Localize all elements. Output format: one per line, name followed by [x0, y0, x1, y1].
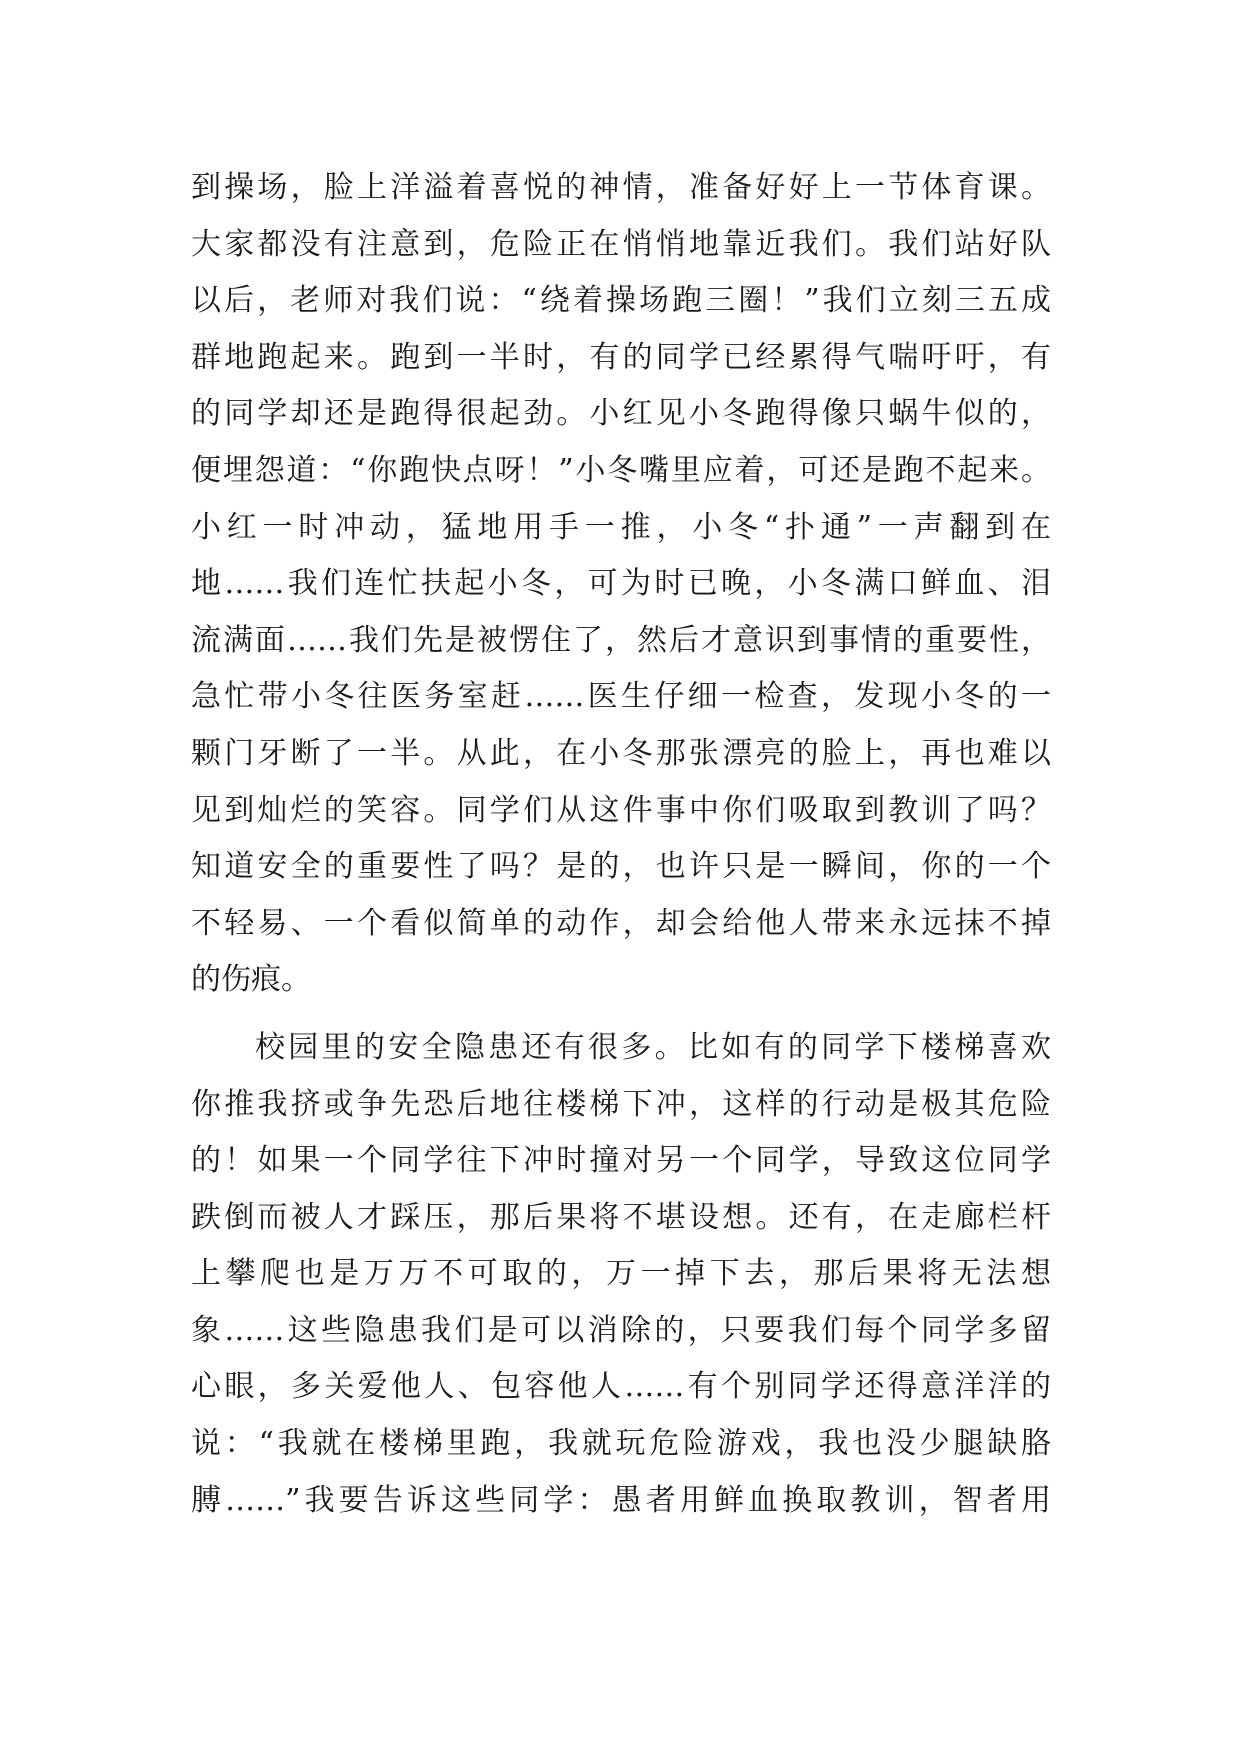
text-line: 大家都没有注意到，危险正在悄悄地靠近我们。我们站好队 — [191, 226, 1051, 262]
text-line: 地……我们连忙扶起小冬，可为时已晚，小冬满口鲜血、泪 — [191, 566, 1051, 602]
text-line: 说：“我就在楼梯里跑，我就玩危险游戏，我也没少腿缺胳 — [191, 1426, 1051, 1462]
text-line: 的伤痕。 — [191, 962, 311, 998]
text-line: 你推我挤或争先恐后地往楼梯下冲，这样的行动是极其危险 — [191, 1086, 1051, 1122]
text-line: 校园里的安全隐患还有很多。比如有的同学下楼梯喜欢 — [255, 1029, 1051, 1065]
text-line: 跌倒而被人才踩压，那后果将不堪设想。还有，在走廊栏杆 — [191, 1199, 1051, 1235]
paragraph — [191, 160, 1051, 1009]
text-line: 不轻易、一个看似简单的动作，却会给他人带来永远抹不掉 — [191, 905, 1051, 941]
body-text — [191, 160, 1051, 1529]
text-line: 便埋怨道：“你跑快点呀！”小冬嘴里应着，可还是跑不起来。 — [191, 452, 1051, 488]
text-line: 小红一时冲动，猛地用手一推，小冬“扑通”一声翻到在 — [191, 509, 1051, 545]
text-line: 颗门牙断了一半。从此，在小冬那张漂亮的脸上，再也难以 — [191, 735, 1051, 771]
text-line: 群地跑起来。跑到一半时，有的同学已经累得气喘吁吁，有 — [191, 339, 1051, 375]
text-line: 见到灿烂的笑容。同学们从这件事中你们吸取到教训了吗？ — [191, 792, 1051, 828]
text-line: 流满面……我们先是被愣住了，然后才意识到事情的重要性， — [191, 622, 1051, 658]
text-line: 以后，老师对我们说：“绕着操场跑三圈！”我们立刻三五成 — [191, 283, 1051, 319]
text-line: 上攀爬也是万万不可取的，万一掉下去，那后果将无法想 — [191, 1256, 1051, 1292]
text-line: 知道安全的重要性了吗？是的，也许只是一瞬间，你的一个 — [191, 849, 1051, 885]
paragraph — [191, 1020, 1051, 1529]
text-line: 的同学却还是跑得很起劲。小红见小冬跑得像只蜗牛似的， — [191, 396, 1051, 432]
paragraph-spacing — [191, 1009, 1051, 1020]
text-line: 心眼，多关爱他人、包容他人……有个别同学还得意洋洋的 — [191, 1369, 1051, 1405]
text-line: 象……这些隐患我们是可以消除的，只要我们每个同学多留 — [191, 1312, 1051, 1348]
text-line: 到操场，脸上洋溢着喜悦的神情，准备好好上一节体育课。 — [191, 170, 1051, 205]
text-line: 膊……”我要告诉这些同学：愚者用鲜血换取教训，智者用 — [191, 1482, 1051, 1518]
text-line: 的！如果一个同学往下冲时撞对另一个同学，导致这位同学 — [191, 1143, 1051, 1179]
text-line: 急忙带小冬往医务室赶……医生仔细一检查，发现小冬的一 — [191, 679, 1051, 715]
